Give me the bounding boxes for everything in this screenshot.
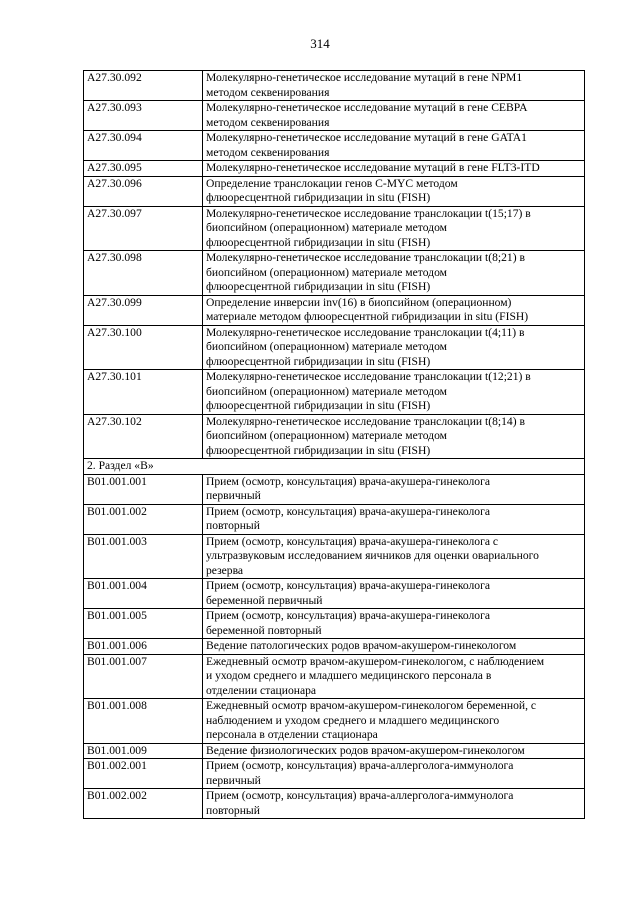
service-code: B01.001.004 <box>84 579 203 609</box>
service-code: A27.30.100 <box>84 325 203 370</box>
table-row <box>84 251 585 296</box>
table-row <box>84 759 585 789</box>
description-line: Ведение патологических родов врачом-акушером-гинекологом <box>206 639 517 652</box>
service-code: B01.001.008 <box>84 699 203 744</box>
description-line: Ведение физиологических родов врачом-акушером-гинекологом <box>206 743 525 757</box>
description-line: беременной первичный <box>206 593 323 607</box>
description-line: флюоресцентной гибридизации in situ (FISH) <box>206 280 431 293</box>
service-description <box>203 609 585 639</box>
description-line: методом секвенирования <box>206 115 330 129</box>
service-code: B01.001.006 <box>84 639 203 655</box>
service-description <box>203 504 585 534</box>
service-code: B01.001.003 <box>84 534 203 579</box>
description-line: Прием (осмотр, консультация) врача-акушера-гинеколога <box>206 474 491 488</box>
service-description <box>203 251 585 296</box>
table-row <box>84 325 585 370</box>
description-line: Молекулярно-генетическое исследование транслокации t(8;14) в <box>206 414 525 428</box>
table-row <box>84 206 585 251</box>
service-description <box>203 759 585 789</box>
service-code: A27.30.095 <box>84 161 203 177</box>
section-header-row <box>84 459 585 475</box>
description-line: флюоресцентной гибридизации in situ (FISH) <box>206 443 431 457</box>
description-line: Прием (осмотр, консультация) врача-акушера-гинеколога с <box>206 534 499 548</box>
table-row <box>84 504 585 534</box>
description-line: повторный <box>206 803 260 817</box>
service-description <box>203 654 585 699</box>
description-line: Молекулярно-генетическое исследование транслокации t(8;21) в <box>206 251 525 264</box>
description-line: отделении стационара <box>206 683 317 697</box>
description-line: первичный <box>206 773 261 787</box>
description-line: первичный <box>206 489 261 502</box>
service-code: B01.001.002 <box>84 504 203 534</box>
table-row <box>84 474 585 504</box>
description-line: Прием (осмотр, консультация) врача-аллерголога-иммунолога <box>206 789 514 802</box>
description-line: резерва <box>206 563 244 577</box>
service-code: B01.001.001 <box>84 474 203 504</box>
description-line: флюоресцентной гибридизации in situ (FISH) <box>206 235 431 249</box>
service-description <box>203 789 585 819</box>
table-row <box>84 789 585 819</box>
table-row <box>84 71 585 101</box>
table-row <box>84 534 585 579</box>
table-row <box>84 370 585 415</box>
service-description <box>203 71 585 101</box>
description-line: биопсийном (операционном) материале методом <box>206 429 447 442</box>
service-description <box>203 370 585 415</box>
table-row <box>84 176 585 206</box>
description-line: Прием (осмотр, консультация) врача-аллерголога-иммунолога <box>206 759 514 772</box>
service-description <box>203 295 585 325</box>
description-line: Определение транслокации генов C-MYC методом <box>206 176 458 190</box>
service-code: A27.30.096 <box>84 176 203 206</box>
service-code: B01.001.005 <box>84 609 203 639</box>
service-code: A27.30.092 <box>84 71 203 101</box>
description-line: беременной повторный <box>206 623 322 637</box>
description-line: Молекулярно-генетическое исследование транслокации t(12;21) в <box>206 370 531 383</box>
description-line: Ежедневный осмотр врачом-акушером-гинекологом, с наблюдением <box>206 654 545 668</box>
service-code: B01.002.002 <box>84 789 203 819</box>
description-line: ультразвуковым исследованием яичников для оценки овариального <box>206 549 539 562</box>
description-line: биопсийном (операционном) материале методом <box>206 265 447 279</box>
description-line: материале методом флюоресцентной гибридизации in situ (FISH) <box>206 310 529 323</box>
page-number: 314 <box>310 36 330 51</box>
table-body <box>84 71 585 819</box>
table-row <box>84 414 585 459</box>
service-description <box>203 474 585 504</box>
table-row <box>84 699 585 744</box>
service-description <box>203 131 585 161</box>
service-description <box>203 579 585 609</box>
description-line: флюоресцентной гибридизации in situ (FISH) <box>206 191 431 204</box>
description-line: Молекулярно-генетическое исследование мутаций в гене CEBPA <box>206 101 528 114</box>
table-row <box>84 131 585 161</box>
service-description <box>203 743 585 759</box>
service-code: A27.30.101 <box>84 370 203 415</box>
description-line: повторный <box>206 519 260 532</box>
description-line: Ежедневный осмотр врачом-акушером-гинекологом беременной, с <box>206 699 537 712</box>
service-description <box>203 176 585 206</box>
description-line: Молекулярно-генетическое исследование транслокации t(15;17) в <box>206 206 531 220</box>
description-line: биопсийном (операционном) материале методом <box>206 340 447 353</box>
table-row <box>84 579 585 609</box>
description-line: и уходом среднего и младшего медицинского персонала в <box>206 669 492 682</box>
service-description <box>203 206 585 251</box>
table-row <box>84 609 585 639</box>
service-code: A27.30.099 <box>84 295 203 325</box>
table-row <box>84 295 585 325</box>
service-description <box>203 325 585 370</box>
service-code: A27.30.094 <box>84 131 203 161</box>
description-line: наблюдением и уходом среднего и младшего медицинского <box>206 713 500 727</box>
description-line: Определение инверсии inv(16) в биопсийном (операционном) <box>206 295 512 309</box>
table-row <box>84 161 585 177</box>
description-line: Прием (осмотр, консультация) врача-акушера-гинеколога <box>206 609 491 622</box>
service-code: B01.002.001 <box>84 759 203 789</box>
description-line: флюоресцентной гибридизации in situ (FISH) <box>206 354 431 368</box>
table-row <box>84 743 585 759</box>
service-description <box>203 161 585 177</box>
service-description <box>203 414 585 459</box>
description-line: Молекулярно-генетическое исследование мутаций в гене NPM1 <box>206 71 523 84</box>
description-line: методом секвенирования <box>206 85 330 99</box>
service-code: A27.30.102 <box>84 414 203 459</box>
table-row <box>84 639 585 655</box>
description-line: биопсийном (операционном) материале методом <box>206 221 447 234</box>
table-row <box>84 654 585 699</box>
description-line: биопсийном (операционном) материале методом <box>206 384 447 398</box>
description-line: Прием (осмотр, консультация) врача-акушера-гинеколога <box>206 579 491 592</box>
section-title: 2. Раздел «В» <box>84 459 585 475</box>
description-line: методом секвенирования <box>206 145 330 159</box>
service-code: A27.30.098 <box>84 251 203 296</box>
table-row <box>84 101 585 131</box>
service-description <box>203 101 585 131</box>
description-line: персонала в отделении стационара <box>206 728 378 741</box>
service-code: A27.30.093 <box>84 101 203 131</box>
service-code: B01.001.009 <box>84 743 203 759</box>
description-line: флюоресцентной гибридизации in situ (FISH) <box>206 399 431 412</box>
description-line: Молекулярно-генетическое исследование транслокации t(4;11) в <box>206 325 525 339</box>
service-code: B01.001.007 <box>84 654 203 699</box>
description-line: Молекулярно-генетическое исследование мутаций в гене GATA1 <box>206 131 527 144</box>
description-line: Молекулярно-генетическое исследование мутаций в гене FLT3-ITD <box>206 161 540 174</box>
service-codes-table <box>83 70 585 819</box>
service-code: A27.30.097 <box>84 206 203 251</box>
service-description <box>203 699 585 744</box>
service-description <box>203 534 585 579</box>
description-line: Прием (осмотр, консультация) врача-акушера-гинеколога <box>206 504 491 518</box>
service-description <box>203 639 585 655</box>
